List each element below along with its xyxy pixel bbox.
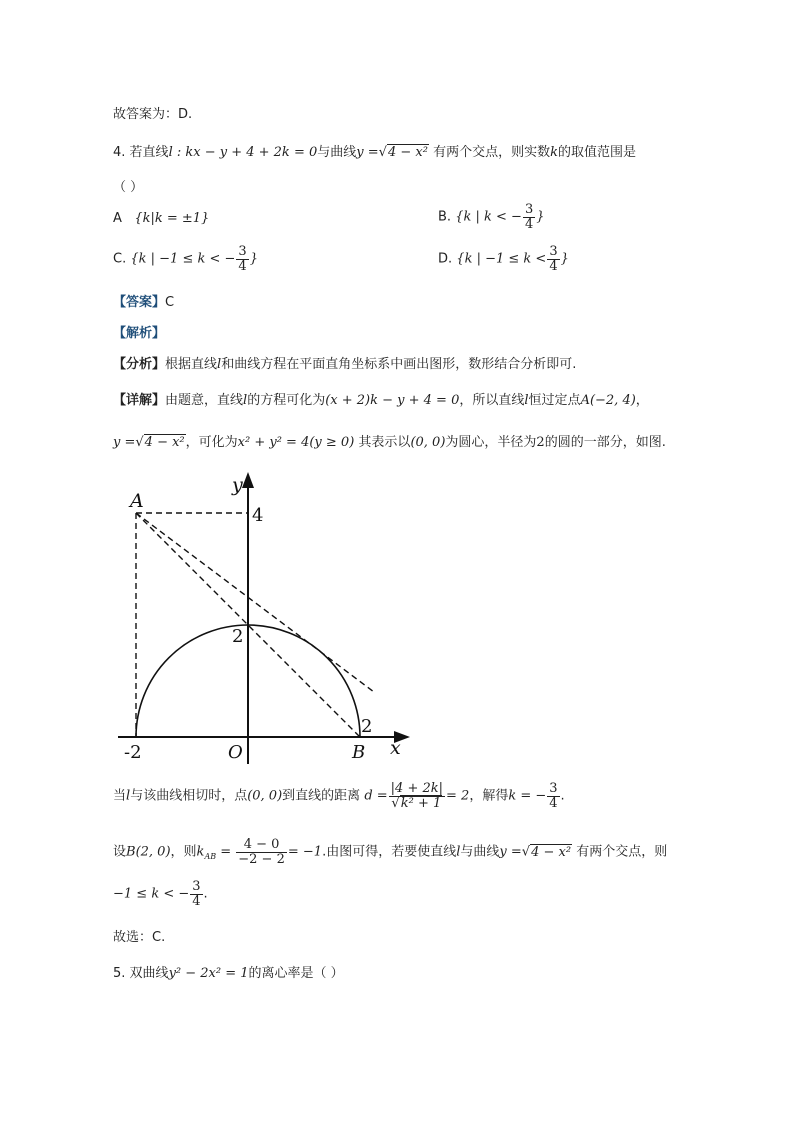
geometry-figure	[108, 470, 428, 770]
option-a: A {k|k = ±1}	[113, 211, 210, 226]
label-2-y: 2	[232, 626, 244, 647]
label-2-x: 2	[361, 716, 373, 737]
tangent-condition-line: 当l与该曲线相切时，点(0, 0)到直线的距离 d = $\frac{|4 + 2k|}{\text{√k² + 1}}$ = 2，解得k = − $\frac{3}{4}$ .	[113, 781, 565, 811]
label-a: A	[130, 490, 144, 512]
slope-line: 设B(2, 0)，则$k_{AB}$ = $\frac{4 - 0}{-2 - 2}$ = −1.由图可得，若要使直线l与曲线y =√4 − x² 有两个交点，则	[113, 837, 668, 867]
label-y: y	[232, 474, 243, 496]
previous-answer: 故答案为：D.	[113, 107, 193, 122]
question-number: 4.	[113, 145, 126, 160]
label-4: 4	[252, 505, 264, 526]
conclusion: 故选：C.	[113, 930, 166, 945]
question-5: 5. 双曲线y² − 2x² = 1的离心率是（ ）	[113, 966, 344, 981]
option-d: D. {k | −1 ≤ k < $\frac{3}{4}$ }	[438, 244, 569, 274]
answer-paren: （ ）	[113, 180, 144, 195]
question-4-stem: 4. 若直线l : kx − y + 4 + 2k = 0与曲线y =√4 − x² 有两个交点，则实数k的取值范围是	[113, 145, 636, 160]
fenxi-line: 【分析】根据直线l和曲线方程在平面直角坐标系中画出图形，数形结合分析即可.	[113, 357, 577, 372]
range-line: −1 ≤ k < − $\frac{3}{4}$ .	[113, 879, 208, 909]
curve-line: y =√4 − x²，可化为x² + y² = 4(y ≥ 0) 其表示以(0, 0)为圆心，半径为2的圆的一部分，如图.	[113, 435, 666, 450]
line-equation: l : kx − y + 4 + 2k = 0	[168, 145, 318, 160]
dashed-tangent-line	[136, 513, 374, 692]
label-x: x	[390, 737, 401, 759]
label-b: B	[352, 742, 366, 763]
y-axis-arrow	[242, 472, 254, 488]
option-b: B. {k | k < − $\frac{3}{4}$ }	[438, 202, 545, 232]
xiangjie-line: 【详解】由题意，直线l的方程可化为(x + 2)k − y + 4 = 0，所以直线l恒过定点A(−2, 4)，	[113, 393, 649, 408]
label-origin: O	[228, 742, 243, 763]
option-c: C. {k | −1 ≤ k < − $\frac{3}{4}$ }	[113, 244, 258, 274]
analysis-label: 【解析】	[113, 326, 166, 341]
label-neg2: -2	[124, 742, 142, 763]
answer-line: 【答案】C	[113, 295, 175, 310]
